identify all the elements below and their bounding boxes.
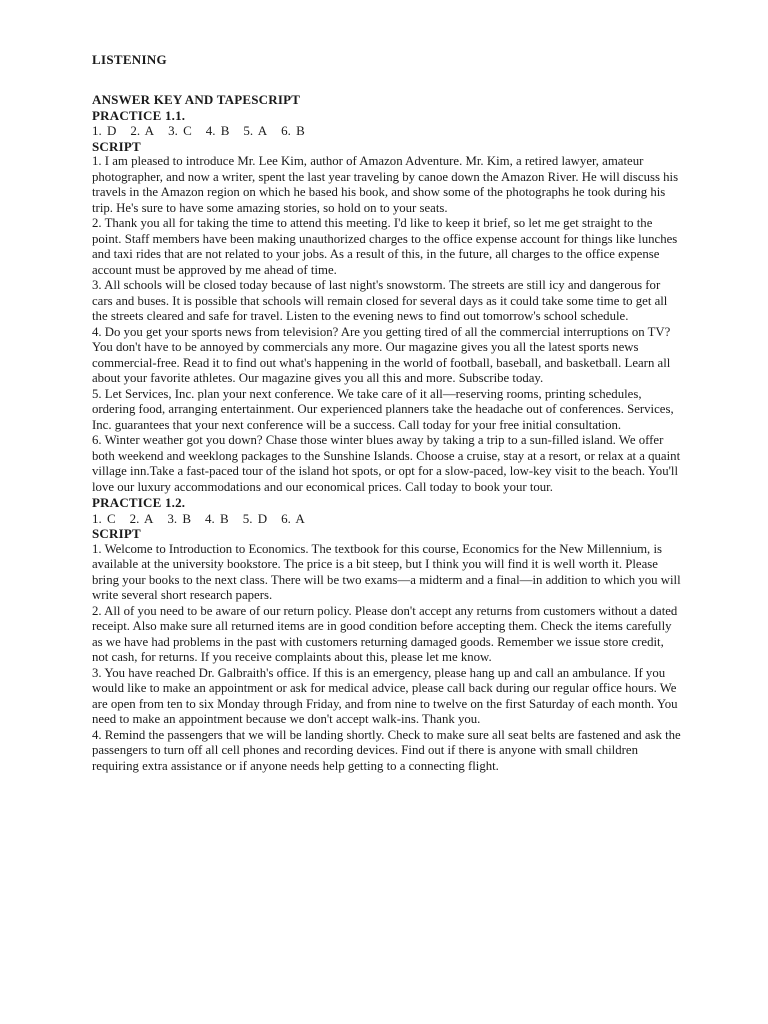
- answer-item: 6. A: [281, 510, 305, 526]
- practice-2-script-heading: SCRIPT: [92, 526, 141, 541]
- script-paragraph: 4. Remind the passengers that we will be landing shortly. Check to make sure all seat belts are fastened and ask the passengers to turn off all cell phones and recording devices. Find out if there is anyone with small children requiring extra assistance or if anyone needs help getting to a connecting flight.: [92, 727, 681, 773]
- script-paragraph: 4. Do you get your sports news from television? Are you getting tired of all the commercial interruptions on TV? You don't have to be annoyed by commercials any more. Our magazine gives you all the latest sports news commercial-free. Read it to find out what's happening in the world of football, baseball, and basketball. Learn all about your favorite athletes. Our magazine gives you all this and more. Subscribe today.: [92, 324, 671, 385]
- answer-item: 1. D: [92, 123, 117, 138]
- script-paragraph: 1. I am pleased to introduce Mr. Lee Kim, author of Amazon Adventure. Mr. Kim, a retired lawyer, amateur photographer, and now a writer, spent the last year traveling by canoe down the Amazon River. He will discuss his travels in the Amazon region on which he based his book, and show some of the photographs he took during his trip. He's sure to have some amazing stories, so hold on to your seats.: [92, 154, 679, 215]
- answer-item: 2. A: [130, 123, 155, 138]
- answer-item: 1. C: [92, 510, 116, 526]
- answer-item: 6. B: [281, 123, 305, 138]
- script-paragraph: 1. Welcome to Introduction to Economics. The textbook for this course, Economics for the New Millennium, is available at the university bookstore. The price is a bit steep, but I think you will find it is well worth it. Please bring your books to the next class. There will be two exams—a midterm and a final—in addition to which you will write several short research papers.: [92, 541, 681, 602]
- script-paragraph: 5. Let Services, Inc. plan your next conference. We take care of it all—reserving rooms, printing schedules, ordering food, arranging entertainment. Our experienced planners take the headache out of conferences. Services, Inc. guarantees that your next conference will be a success. Call today for your free initial consultation.: [92, 386, 674, 432]
- script-paragraph: 3. You have reached Dr. Galbraith's office. If this is an emergency, please hang up and call an ambulance. If you would like to make an appointment or ask for medical advice, please call back during our regular office hours. We are open from ten to six Monday through Friday, and from nine to twelve on the first Saturday of each month. You need to make an appointment because we don't accept walk-ins. Thank you.: [92, 665, 678, 726]
- practice-2-heading: PRACTICE 1.2.: [92, 495, 186, 510]
- script-paragraph: 6. Winter weather got you down? Chase those winter blues away by taking a trip to a sun-filled island. We offer both weekend and weeklong packages to the Sunshine Islands. Choose a cruise, stay at a resort, or relax at a quaint village inn.Take a fast-paced tour of the island hot spots, or opt for a slow-paced, low-key visit to the beach. You'll love our luxury accommodations and our economical prices. Call today to book your tour.: [92, 433, 681, 494]
- answer-item: 4. B: [205, 123, 230, 138]
- answer-item: 5. A: [243, 123, 268, 138]
- practice-2-answers: [92, 511, 682, 527]
- practice-1-script-heading: SCRIPT: [92, 138, 141, 154]
- answer-item: 4. B: [205, 510, 229, 526]
- script-paragraph: 3. All schools will be closed today because of last night's snowstorm. The streets are still icy and dangerous for cars and buses. It is possible that schools will remain closed for several days as it could take some time to get all the streets cleared and safe for travel. Listen to the evening news to find out tomorrow's school schedule.: [92, 278, 668, 323]
- answer-item: 5. D: [242, 510, 268, 526]
- script-paragraph: 2. Thank you all for taking the time to attend this meeting. I'd like to keep it brief, so let me get straight to the point. Staff members have been making unauthorized charges to the office expense account for things like lunches and taxi rides that are not related to your jobs. As a result of this, in the future, all charges to the office expense account must be approved by me ahead of time.: [92, 216, 678, 277]
- script-paragraph: 2. All of you need to be aware of our return policy. Please don't accept any returns from customers without a dated receipt. Also make sure all returned items are in good condition before accepting them. Check the items carefully as we have had problems in the past with customers returning damaged goods. Remember we issue store credit, not cash, for returns. If you receive complaints about this, please let me know.: [92, 603, 678, 664]
- section-heading: ANSWER KEY AND TAPESCRIPT: [92, 92, 301, 107]
- practice-1-heading: PRACTICE 1.1.: [92, 107, 186, 123]
- answer-item: 2. A: [129, 510, 154, 526]
- practice-1-answers: [92, 123, 682, 139]
- answer-item: 3. B: [167, 510, 192, 526]
- document-title: LISTENING: [92, 52, 167, 67]
- answer-item: 3. C: [168, 123, 192, 138]
- document-page: [92, 52, 682, 774]
